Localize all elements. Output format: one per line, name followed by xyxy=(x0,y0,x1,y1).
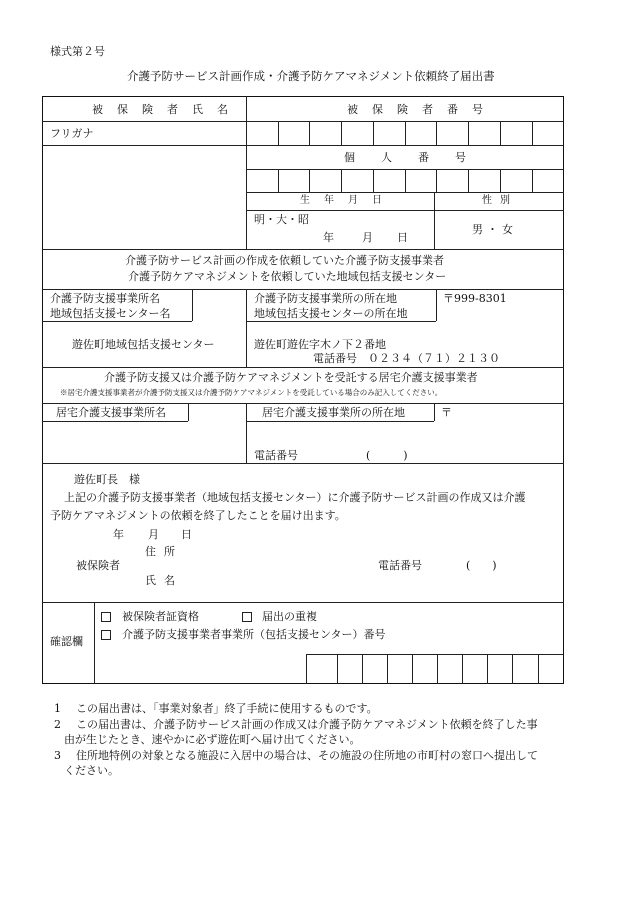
grid-line xyxy=(42,602,564,603)
grid-line xyxy=(192,289,193,321)
provider-address-label-1: 介護予防支援事業所の所在地 xyxy=(254,292,397,305)
number-cell xyxy=(437,654,438,684)
number-cell xyxy=(306,654,307,684)
number-cell xyxy=(373,169,374,192)
number-cell xyxy=(309,121,310,145)
number-cell xyxy=(532,169,533,192)
number-cell xyxy=(341,121,342,145)
home-care-phone-label: 電話番号 xyxy=(254,449,298,462)
declaration-phone-parens: ( ) xyxy=(466,559,497,572)
grid-line xyxy=(246,403,247,463)
era-options: 明・大・昭 xyxy=(254,213,309,226)
number-cell xyxy=(436,121,437,145)
grid-line xyxy=(42,249,564,250)
grid-line xyxy=(306,654,564,655)
number-cell xyxy=(500,169,501,192)
name-label: 氏名 xyxy=(145,574,183,587)
grid-line xyxy=(94,602,95,684)
grid-line xyxy=(434,403,435,421)
duplicate-checkbox[interactable] xyxy=(242,612,252,622)
number-cell xyxy=(278,121,279,145)
home-care-header: 介護予防支援又は介護予防ケアマネジメントを受託する居宅介護支援事業者 xyxy=(104,371,478,384)
grid-line xyxy=(42,421,188,422)
insured-number-header: 被保険者番号 xyxy=(347,103,497,116)
number-cell xyxy=(341,169,342,192)
qualification-label: 被保険者証資格 xyxy=(122,610,199,623)
provider-phone: 電話番号 ０２３４（７１）２１３０ xyxy=(313,352,500,365)
grid-line xyxy=(246,192,564,193)
grid-line xyxy=(42,289,564,290)
insured-name-header: 被保険者氏名 xyxy=(92,103,242,116)
provider-number-label: 介護予防支援事業者事業所（包括支援センター）番号 xyxy=(122,628,386,641)
note-1-number: 1 xyxy=(54,702,61,715)
grid-line xyxy=(246,421,434,422)
grid-line xyxy=(246,321,436,322)
insured-label: 被保険者 xyxy=(76,559,120,572)
note-3-number: 3 xyxy=(54,749,61,762)
provider-number-checkbox[interactable] xyxy=(101,630,111,640)
number-cell xyxy=(500,121,501,145)
number-cell xyxy=(309,169,310,192)
number-cell xyxy=(538,654,539,684)
provider-postal: 〒999-8301 xyxy=(443,292,507,305)
grid-line xyxy=(246,210,564,211)
provider-header-line2: 介護予防ケアマネジメントを依頼していた地域包括支援センター xyxy=(128,270,447,283)
number-cell xyxy=(532,121,533,145)
number-cell xyxy=(337,654,338,684)
grid-line xyxy=(42,403,564,404)
grid-line xyxy=(42,321,192,322)
declaration-month-unit: 月 xyxy=(148,528,159,541)
birth-month-unit: 月 xyxy=(362,231,373,244)
birth-year-unit: 年 xyxy=(323,231,334,244)
grid-line xyxy=(436,289,437,321)
number-cell xyxy=(362,654,363,684)
home-care-note: ※居宅介護支援事業者が介護予防支援又は介護予防ケアマネジメントを受託している場合のみ記入してください。 xyxy=(60,388,443,397)
provider-name: 遊佐町地域包括支援センター xyxy=(72,338,215,351)
number-cell xyxy=(405,169,406,192)
sex-header: 性別 xyxy=(482,195,518,206)
note-3-text: 住所地特例の対象となる施設に入居中の場合は、その施設の住所地の市町村の窓口へ提出して xyxy=(76,749,538,762)
note-1-text: この届出書は、「事業対象者」終了手続に使用するものです。 xyxy=(76,702,378,715)
home-care-postal: 〒 xyxy=(441,406,452,419)
form-number: 様式第２号 xyxy=(50,45,105,58)
provider-name-label-1: 介護予防支援事業所名 xyxy=(50,292,160,305)
note-2-text-cont: 由が生じたとき、速やかに必ず遊佐町へ届け出てください。 xyxy=(64,733,361,746)
declaration-phone-label: 電話番号 xyxy=(378,559,422,572)
provider-header-line1: 介護予防サービス計画の作成を依頼していた介護予防支援事業者 xyxy=(125,254,444,267)
note-3-text-cont: ください。 xyxy=(64,764,119,777)
declaration-day-unit: 日 xyxy=(181,528,192,541)
birthdate-header: 生年月日 xyxy=(300,195,396,206)
address-label: 住所 xyxy=(145,545,183,558)
addressee: 遊佐町長 様 xyxy=(74,473,140,486)
duplicate-label: 届出の重複 xyxy=(262,610,317,623)
number-cell xyxy=(387,654,388,684)
sex-options: 男・女 xyxy=(472,223,517,236)
confirmation-label: 確認欄 xyxy=(50,635,83,648)
declaration-year-unit: 年 xyxy=(113,528,124,541)
grid-line xyxy=(42,367,564,368)
number-cell xyxy=(405,121,406,145)
qualification-checkbox[interactable] xyxy=(101,612,111,622)
number-cell xyxy=(462,654,463,684)
furigana-label: フリガナ xyxy=(50,127,94,140)
number-cell xyxy=(468,121,469,145)
home-care-phone-parens: ( ) xyxy=(366,449,408,462)
note-2-number: 2 xyxy=(54,718,61,731)
form-title: 介護予防サービス計画作成・介護予防ケアマネジメント依頼終了届出書 xyxy=(127,69,495,83)
number-cell xyxy=(373,121,374,145)
provider-name-label-2: 地域包括支援センター名 xyxy=(50,307,171,320)
grid-line xyxy=(42,145,564,146)
declaration-line2: 予防ケアマネジメントの依頼を終了したことを届け出ます。 xyxy=(50,509,346,522)
grid-line xyxy=(246,96,247,249)
provider-address-label-2: 地域包括支援センターの所在地 xyxy=(254,307,408,320)
provider-address: 遊佐町遊佐字木ノ下２番地 xyxy=(254,338,386,351)
number-cell xyxy=(436,169,437,192)
number-cell xyxy=(487,654,488,684)
grid-line xyxy=(42,121,564,122)
number-cell xyxy=(412,654,413,684)
grid-line xyxy=(246,289,247,367)
personal-number-header: 個人番号 xyxy=(344,151,492,164)
birth-day-unit: 日 xyxy=(397,231,408,244)
home-care-address-label: 居宅介護支援事業所の所在地 xyxy=(262,406,405,419)
home-care-name-label: 居宅介護支援事業所名 xyxy=(56,406,166,419)
number-cell xyxy=(468,169,469,192)
grid-line xyxy=(434,192,435,249)
number-cell xyxy=(278,169,279,192)
declaration-line1: 上記の介護予防支援事業者（地域包括支援センター）に介護予防サービス計画の作成又は介護 xyxy=(64,491,526,504)
grid-line xyxy=(188,403,189,421)
number-cell xyxy=(512,654,513,684)
note-2-text: この届出書は、介護予防サービス計画の作成又は介護予防ケアマネジメント依頼を終了した事 xyxy=(76,718,538,731)
grid-line xyxy=(42,463,564,464)
